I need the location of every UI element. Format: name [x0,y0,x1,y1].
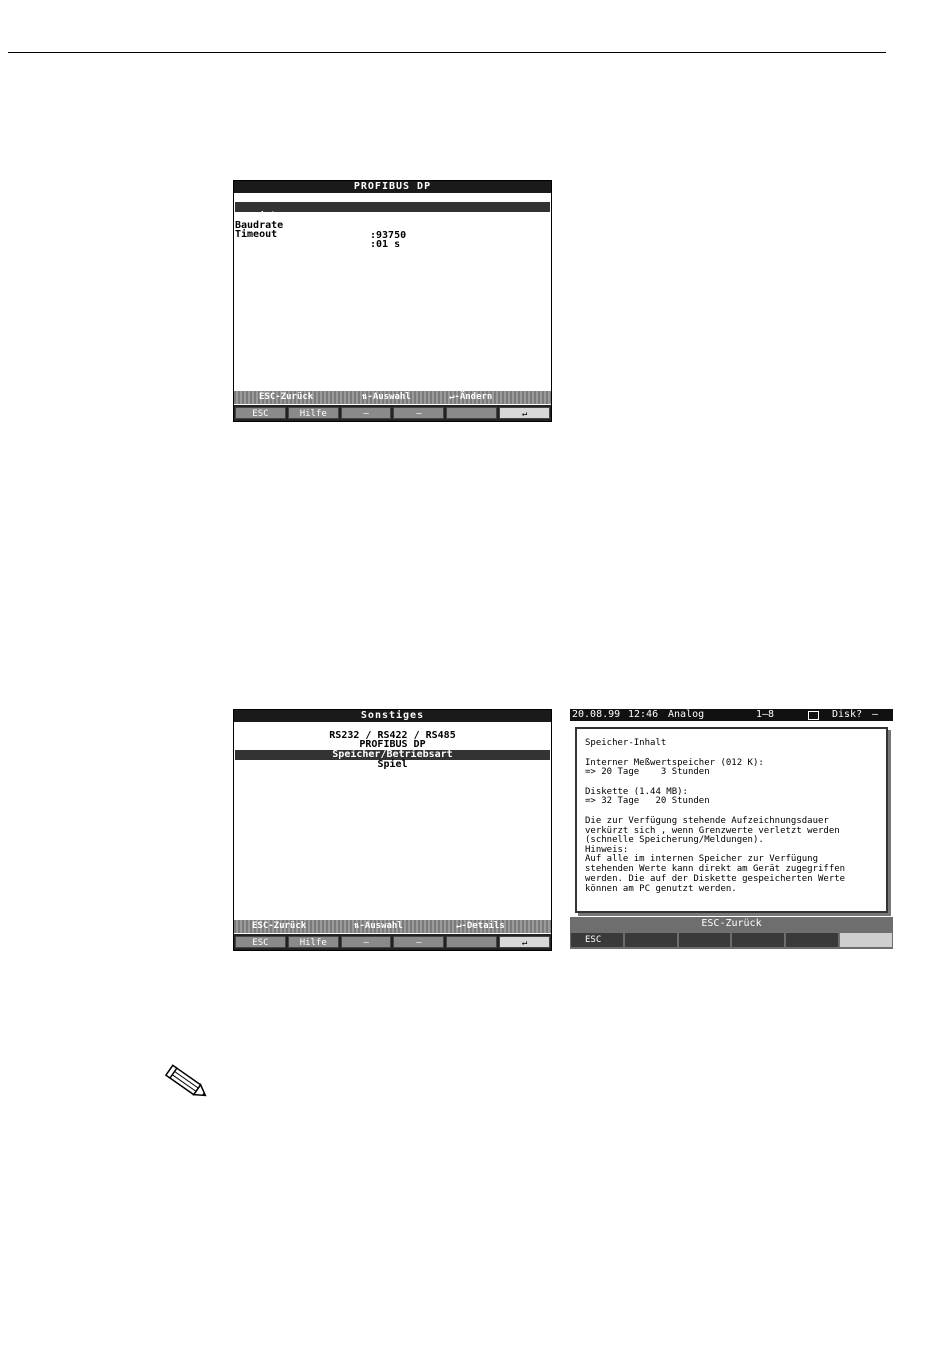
enter-key[interactable]: ↵ [499,407,550,419]
setting-row-timeout[interactable]: Timeout :01 s [235,229,401,250]
f2-key[interactable] [625,933,677,947]
hint-details: ↵-Details [456,921,505,931]
f4-key[interactable]: – [393,936,444,948]
info-line: => 32 Tage 20 Stunden [585,796,710,806]
status-range: 1–8 [756,709,775,720]
info-line: Diskette (1.44 MB): [585,787,688,797]
f5-key[interactable] [446,407,497,419]
enter-key[interactable]: ↵ [499,936,550,948]
hint-change: ↵-Ändern [449,392,493,402]
menu-item-rs232[interactable]: RS232 / RS422 / RS485 [329,730,456,741]
hint-select: ⇅-Auswahl [354,921,403,931]
info-line: => 20 Tage 3 Stunden [585,767,710,777]
status-date: 20.08.99 [572,709,621,720]
profibus-dp-screen [233,180,552,422]
status-dash: — [872,709,879,720]
f3-key[interactable] [679,933,731,947]
info-line: Speicher-Inhalt [585,738,667,748]
info-line: Interner Meßwertspeicher (012 K): [585,758,764,768]
function-keys [234,934,551,950]
speicher-inhalt-screen [570,709,893,951]
screen-title: PROFIBUS DP [234,181,551,193]
info-line: Hinweis: [585,845,629,855]
info-line: können am PC genutzt werden. [585,884,737,894]
status-time: 12:46 [628,709,659,720]
menu-item-profibus[interactable]: PROFIBUS DP [359,739,426,750]
f4-key[interactable] [732,933,784,947]
hint-esc: ESC-Zurück [701,918,762,929]
hint-bar [234,920,551,933]
info-line: werden. Die auf der Diskette gespeicherten Werte [585,874,846,884]
esc-key[interactable]: ESC [571,933,623,947]
info-line: stehenden Werte kann direkt am Gerät zugegriffen [585,864,846,874]
disk-icon [808,711,819,720]
pencil-icon [163,1064,215,1104]
hint-select: ⇅-Auswahl [362,392,411,402]
f5-key[interactable] [786,933,838,947]
screen-title: Sonstiges [234,710,551,722]
info-line: Auf alle im internen Speicher zur Verfügung [585,854,818,864]
menu-item-speicher[interactable]: Speicher/Betriebsart [235,750,550,760]
function-keys [570,933,893,947]
esc-key[interactable]: ESC [235,936,286,948]
hint-bar [234,391,551,404]
help-key[interactable]: Hilfe [288,407,339,419]
function-keys [234,405,551,421]
info-line: (schnelle Speicherung/Meldungen). [585,835,764,845]
status-disk: Disk? [832,709,863,720]
header-rule [8,52,886,53]
hint-esc: ESC-Zurück [259,392,314,402]
hint-esc: ESC-Zurück [252,921,307,931]
bottom-panel [570,917,893,949]
f3-key[interactable]: – [341,407,392,419]
sonstiges-screen [233,709,552,951]
f6-key[interactable] [840,933,892,947]
f3-key[interactable]: – [341,936,392,948]
info-panel [575,727,888,913]
setting-row-baudrate[interactable]: Baudrate :93750 [235,220,407,241]
esc-key[interactable]: ESC [235,407,286,419]
help-key[interactable]: Hilfe [288,936,339,948]
status-bar [570,709,893,721]
status-mode: Analog [668,709,705,720]
f5-key[interactable] [446,936,497,948]
f4-key[interactable]: – [393,407,444,419]
menu-item-spiel[interactable]: Spiel [377,759,408,770]
info-line: verkürzt sich , wenn Grenzwerte verletzt werden [585,826,840,836]
info-line: Die zur Verfügung stehende Aufzeichnungsdauer [585,816,829,826]
setting-row-betriebsart[interactable]: Betriebsart :Meßwert-Monitor [235,202,550,212]
